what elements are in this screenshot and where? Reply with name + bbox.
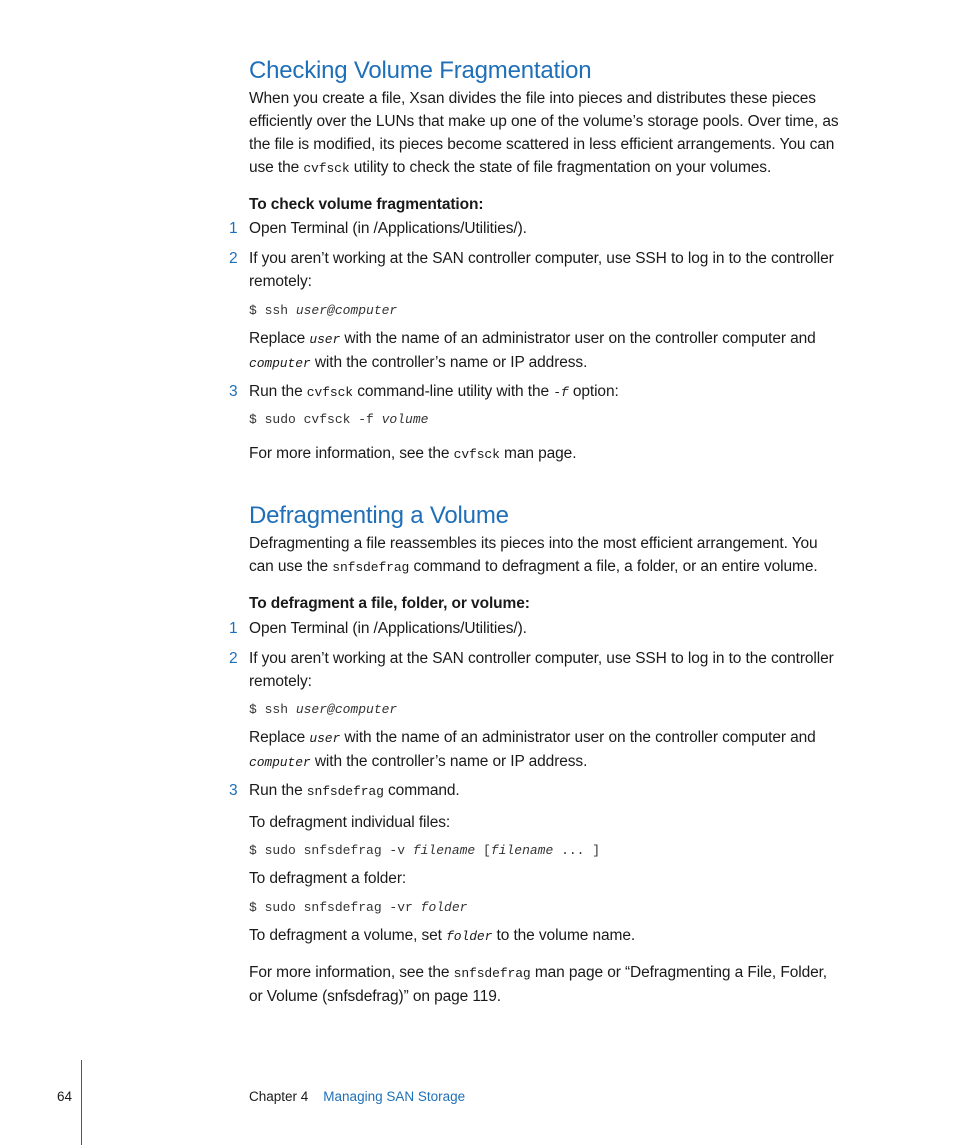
code-text: $ sudo snfsdefrag -vr	[249, 900, 421, 915]
folder-label: To defragment a folder:	[249, 870, 407, 887]
step-number: 3	[229, 383, 238, 400]
code-block	[249, 702, 397, 717]
intro-line	[249, 555, 818, 579]
step-line: remotely:	[249, 673, 312, 690]
text: option:	[568, 383, 619, 400]
task-heading: To check volume fragmentation:	[249, 196, 484, 213]
step-line: If you aren’t working at the SAN controller computer, use SSH to log in to the controller	[249, 650, 834, 667]
step-number: 1	[229, 620, 238, 637]
step-note	[249, 726, 816, 774]
more-info	[249, 442, 576, 466]
code-block	[249, 900, 467, 915]
section-title-defragmenting: Defragmenting a Volume	[249, 502, 509, 529]
step-line: If you aren’t working at the SAN controller computer, use SSH to log in to the controller	[249, 250, 834, 267]
code-block	[249, 303, 397, 318]
code-block	[249, 843, 600, 858]
inline-code: cvfsck	[453, 447, 500, 462]
text: To defragment a volume, set	[249, 927, 447, 944]
intro-line	[249, 156, 839, 180]
task-heading: To defragment a file, folder, or volume:	[249, 595, 530, 612]
step-line	[249, 351, 816, 375]
code-variable: folder	[420, 900, 468, 915]
text: utility to check the state of file fragmentation on your volumes.	[349, 159, 772, 176]
inline-code: snfsdefrag	[332, 560, 410, 575]
code-variable: filename	[412, 843, 476, 858]
intro-line: Defragmenting a file reassembles its pieces into the most efficient arrangement. You	[249, 535, 818, 552]
page-number: 64	[57, 1089, 73, 1104]
text: can use the	[249, 558, 333, 575]
inline-code: snfsdefrag	[306, 784, 384, 799]
text: For more information, see the	[249, 964, 454, 981]
text: Run the	[249, 383, 307, 400]
step-number: 3	[229, 782, 238, 799]
text: man page.	[499, 445, 577, 462]
step-text	[249, 247, 834, 293]
code-variable: user@computer	[295, 303, 398, 318]
inline-code: user	[309, 332, 341, 347]
text: man page or “Defragmenting a File, Folder,	[530, 964, 828, 981]
code-block	[249, 412, 428, 427]
step-number: 2	[229, 250, 238, 267]
text: Replace	[249, 729, 310, 746]
text: with the controller’s name or IP address.	[310, 354, 588, 371]
footer-chapter	[249, 1089, 465, 1104]
code-text: [	[475, 843, 491, 858]
step-text	[249, 779, 460, 803]
inline-code: snfsdefrag	[453, 966, 531, 981]
inline-code: -f	[553, 385, 569, 400]
text: command.	[383, 782, 460, 799]
step-text: Open Terminal (in /Applications/Utilities/).	[249, 620, 527, 637]
more-info	[249, 961, 827, 1008]
step-line	[249, 750, 816, 774]
code-variable: volume	[381, 412, 429, 427]
inline-code: computer	[249, 755, 311, 770]
text: with the name of an administrator user on the controller computer and	[340, 330, 816, 347]
chapter-title: Managing SAN Storage	[323, 1089, 466, 1104]
chapter-label: Chapter 4	[249, 1089, 309, 1104]
volume-note	[249, 924, 635, 948]
text: command to defragment a file, a folder, or an entire volume.	[409, 558, 818, 575]
step-line	[249, 327, 816, 351]
text: For more information, see the	[249, 445, 454, 462]
code-text: ... ]	[553, 843, 601, 858]
step-line: remotely:	[249, 273, 312, 290]
inline-code: cvfsck	[303, 161, 350, 176]
step-text: Open Terminal (in /Applications/Utilities/).	[249, 220, 527, 237]
code-variable: filename	[490, 843, 554, 858]
files-label: To defragment individual files:	[249, 814, 451, 831]
code-text: $ ssh	[249, 702, 296, 717]
inline-code: cvfsck	[306, 385, 354, 400]
intro-line: efficiently over the LUNs that make up one of the volume’s storage pools. Over time, as	[249, 113, 839, 130]
step-line	[249, 726, 816, 750]
text: with the controller’s name or IP address.	[310, 753, 588, 770]
text: use the	[249, 159, 304, 176]
intro-line: When you create a file, Xsan divides the file into pieces and distributes these pieces	[249, 90, 816, 107]
inline-code: user	[309, 731, 341, 746]
step-note	[249, 327, 816, 375]
text: Replace	[249, 330, 310, 347]
step-text	[249, 380, 619, 404]
text: command-line utility with the	[353, 383, 554, 400]
code-text: $ sudo snfsdefrag -v	[249, 843, 413, 858]
code-text: $ ssh	[249, 303, 296, 318]
text: to the volume name.	[492, 927, 636, 944]
inline-code: folder	[446, 929, 493, 944]
more-info-line: or Volume (snfsdefrag)” on page 119.	[249, 988, 502, 1005]
code-text: $ sudo cvfsck -f	[249, 412, 382, 427]
step-number: 2	[229, 650, 238, 667]
text: Run the	[249, 782, 307, 799]
section1-intro	[249, 87, 839, 180]
text: with the name of an administrator user on the controller computer and	[340, 729, 816, 746]
section2-intro	[249, 532, 818, 579]
footer-divider	[81, 1060, 82, 1145]
more-info-line	[249, 961, 827, 985]
code-variable: user@computer	[295, 702, 398, 717]
step-number: 1	[229, 220, 238, 237]
inline-code: computer	[249, 356, 311, 371]
section-title-checking: Checking Volume Fragmentation	[249, 57, 592, 84]
intro-line: the file is modified, its pieces become scattered in less efficient arrangements. You can	[249, 136, 835, 153]
step-text	[249, 647, 834, 693]
